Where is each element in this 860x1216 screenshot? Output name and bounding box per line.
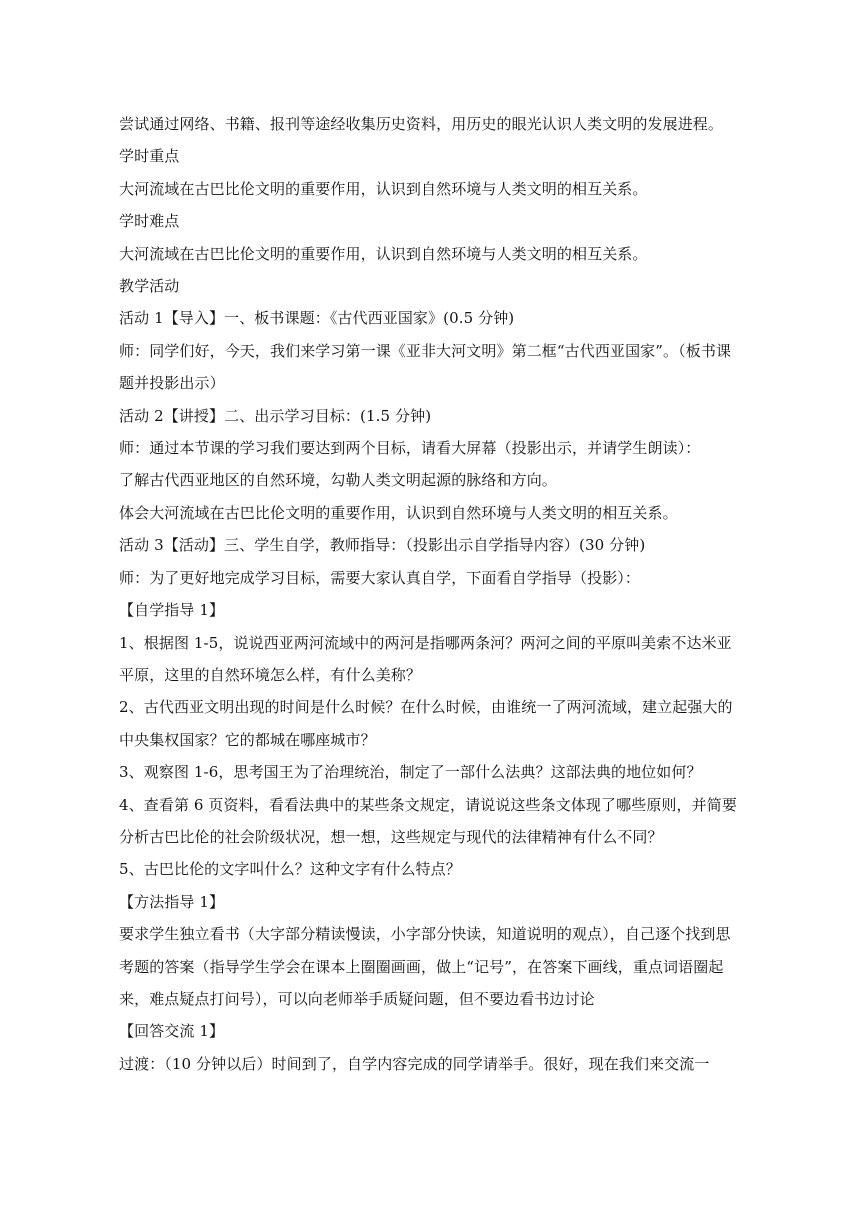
answer-exchange-1-heading: 【回答交流 1】 <box>119 1022 225 1041</box>
question-3: 3、观察图 1-6，思考国王为了治理统治，制定了一部什么法典？这部法典的地位如何？ <box>119 763 702 782</box>
method-guide-1-heading: 【方法指导 1】 <box>119 892 225 911</box>
teacher-goals-text: 师：通过本节课的学习我们要达到两个目标，请看大屏幕（投影出示，并请学生朗读）： <box>119 439 701 458</box>
heading-key-points: 学时重点 <box>119 147 180 166</box>
self-study-guide-1-heading: 【自学指导 1】 <box>119 601 225 620</box>
activity-2-lecture: 活动 2【讲授】二、出示学习目标：(1.5 分钟) <box>119 406 432 425</box>
question-1: 1、根据图 1-5，说说西亚两河流域中的两河是指哪两条河？两河之间的平原叫美索不达米亚平原，这里的自然环境怎么样，有什么美称？ <box>119 633 732 684</box>
method-guide-1-text: 要求学生独立看书（大字部分精读慢读，小字部分快读，知道说明的观点），自己逐个找到思考题的答案（指导学生学会在课本上圈圈画画，做上“记号”，在答案下画线，重点词语圈起来，难点疑点打问号），可以向老师举手质疑问题，但不要边看书边讨论 <box>119 925 731 1008</box>
question-2: 2、古代西亚文明出现的时间是什么时候？在什么时候，由谁统一了两河流域，建立起强大的中央集权国家？它的都城在哪座城市？ <box>119 698 733 749</box>
question-5: 5、古巴比伦的文字叫什么？这种文字有什么特点？ <box>119 860 461 879</box>
heading-teaching-activities: 教学活动 <box>119 277 180 296</box>
document-body <box>119 108 739 1080</box>
paragraph-key-points: 大河流域在古巴比伦文明的重要作用，认识到自然环境与人类文明的相互关系。 <box>119 179 648 198</box>
teacher-self-study-text: 师：为了更好地完成学习目标，需要大家认真自学，下面看自学指导（投影）： <box>119 568 641 587</box>
transition-text: 过渡：（10 分钟以后）时间到了，自学内容完成的同学请举手。很好，现在我们来交流一 <box>119 1054 710 1073</box>
paragraph-difficult-points: 大河流域在古巴比伦文明的重要作用，认识到自然环境与人类文明的相互关系。 <box>119 244 648 263</box>
question-4: 4、查看第 6 页资料，看看法典中的某些条文规定，请说说这些条文体现了哪些原则，并简要分析古巴比伦的社会阶级状况，想一想，这些规定与现代的法律精神有什么不同？ <box>119 795 737 846</box>
paragraph-search-history-materials: 尝试通过网络、书籍、报刊等途经收集历史资料，用历史的眼光认识人类文明的发展进程。 <box>119 115 724 133</box>
activity-3-self-study: 活动 3【活动】三、学生自学，教师指导：（投影出示自学指导内容）(30 分钟) <box>119 536 646 555</box>
activity-1-intro: 活动 1【导入】一、板书课题：《古代西亚国家》(0.5 分钟) <box>119 309 515 328</box>
goal-2-text: 体会大河流域在古巴比伦文明的重要作用，认识到自然环境与人类文明的相互关系。 <box>119 503 678 522</box>
heading-difficult-points: 学时难点 <box>119 212 180 231</box>
teacher-intro-text: 师：同学们好，今天，我们来学习第一课《亚非大河文明》第二框“古代西亚国家”。（板书课题并投影出示） <box>119 341 732 393</box>
goal-1-text: 了解古代西亚地区的自然环境，勾勒人类文明起源的脉络和方向。 <box>119 471 557 490</box>
